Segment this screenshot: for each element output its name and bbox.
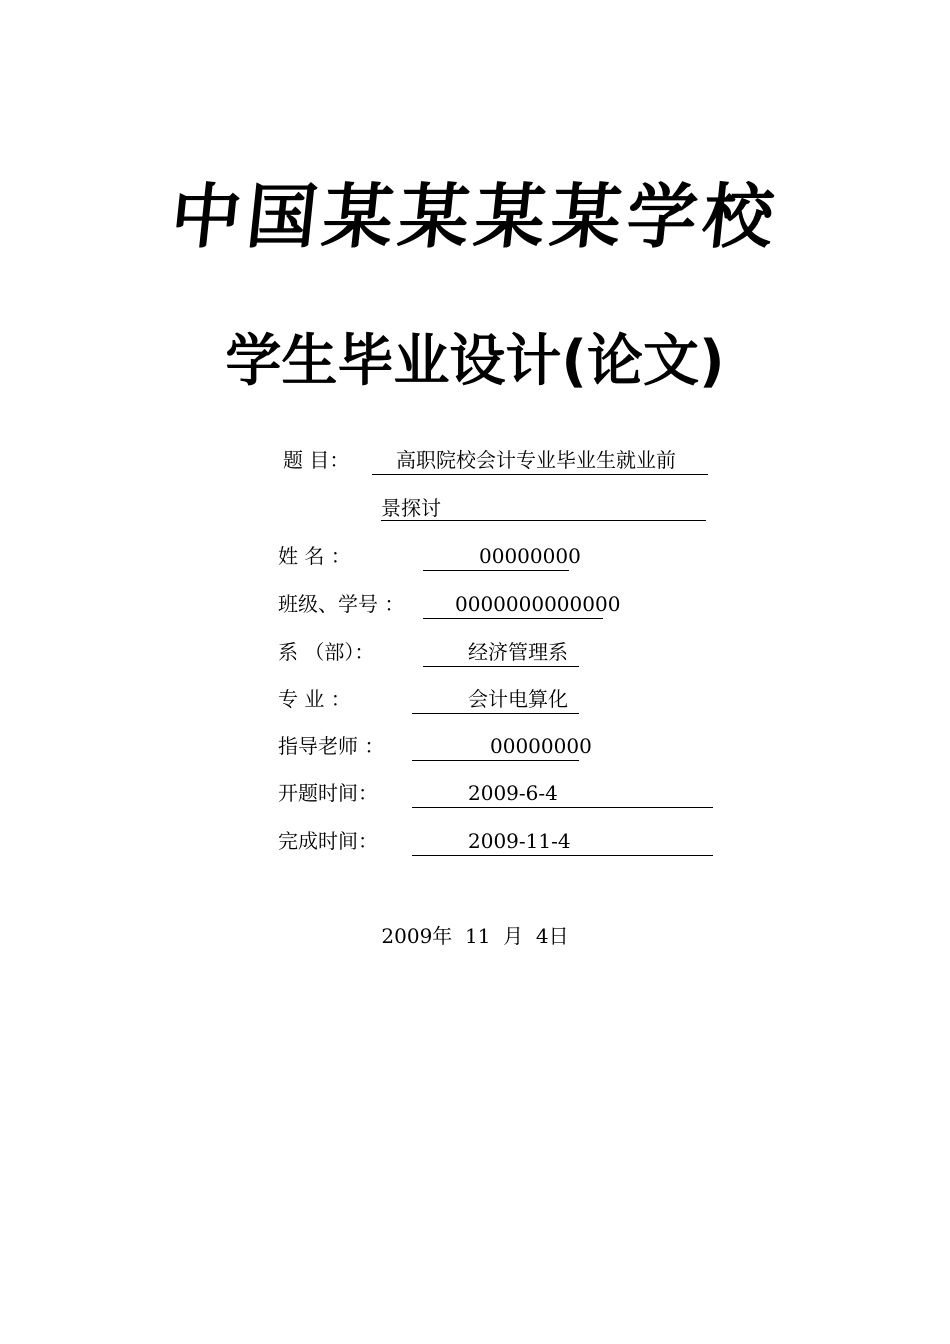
start-date-underline <box>412 781 713 808</box>
department-value: 经济管理系 <box>468 640 568 664</box>
class-id-label: 班级、学号 ： <box>278 592 405 616</box>
major-value: 会计电算化 <box>468 687 568 711</box>
topic-value-line2: 景探讨 <box>381 496 441 520</box>
department-label: 系 （部）： <box>278 640 375 664</box>
start-date-label: 开题时间： <box>278 781 378 805</box>
topic-value-line1: 高职院校会计专业毕业生就业前 <box>396 448 676 472</box>
cover-date: 2009年 11 月 4日 <box>381 924 569 948</box>
document-title: 学生毕业设计(论文) <box>225 329 725 394</box>
start-date-value: 2009-6-4 <box>468 781 558 805</box>
name-value: 00000000 <box>479 544 581 568</box>
advisor-value: 00000000 <box>490 734 592 758</box>
class-id-value: 0000000000000 <box>455 592 621 616</box>
major-label: 专 业 ： <box>278 687 351 711</box>
advisor-label: 指导老师 ： <box>278 734 385 758</box>
name-label: 姓 名 ： <box>278 544 351 568</box>
finish-date-value: 2009-11-4 <box>468 829 571 853</box>
school-name: 中国某某某某学校 <box>166 175 784 258</box>
finish-date-label: 完成时间： <box>278 829 378 853</box>
topic-label: 题 目： <box>283 448 350 472</box>
